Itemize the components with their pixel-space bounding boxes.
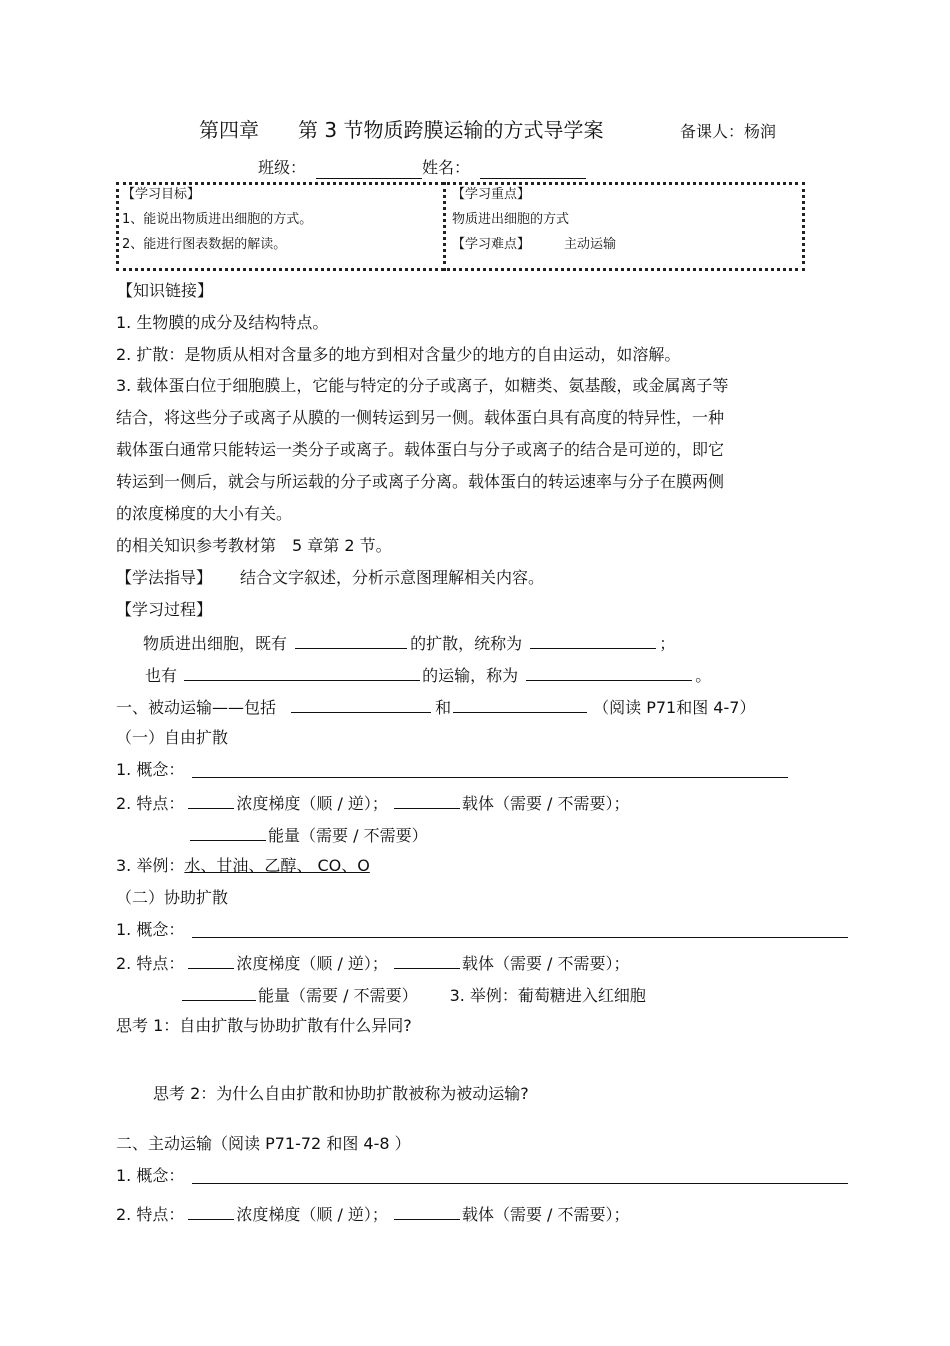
free-energy-line [190, 824, 428, 846]
knowledge-item-3-line: 的浓度梯度的大小有关。 [116, 504, 293, 523]
gradient-text: 浓度梯度（顺 / 逆）； [236, 794, 388, 813]
free-example-text: 水、甘油、乙醇、 CO、O [184, 856, 370, 875]
knowledge-title: 【知识链接】 [117, 281, 214, 300]
process-text: ； [659, 634, 676, 653]
process-text: 的扩散，统称为 [410, 634, 523, 653]
energy-text: 能量（需要 / 不需要） [258, 986, 418, 1005]
preparer: 备课人：杨润 [680, 122, 777, 141]
carrier-text: 载体（需要 / 不需要）； [461, 954, 630, 973]
example-label: 3. 举例： [116, 856, 185, 875]
process-line-2 [145, 664, 711, 686]
knowledge-item-3-line: 载体蛋白通常只能转运一类分子或离子。载体蛋白与分子或离子的结合是可逆的，即它 [116, 440, 725, 459]
answer-blank[interactable] [394, 1203, 460, 1220]
process-text: 的运输，称为 [422, 666, 519, 685]
name-blank[interactable] [480, 178, 586, 179]
active-heading: 二、主动运输（阅读 P71-72 和图 4-8 ） [116, 1134, 411, 1153]
section-title: 第 3 节物质跨膜运输的方式导学案 [298, 118, 604, 142]
objective-item: 1、能说出物质进出细胞的方式。 [122, 212, 313, 227]
free-diffusion-title: （一）自由扩散 [116, 728, 229, 747]
answer-blank[interactable] [530, 632, 656, 649]
feature-label: 2. 特点： [116, 794, 185, 813]
difficulty-text: 主动运输 [564, 237, 617, 252]
process-title: 【学习过程】 [116, 600, 213, 619]
answer-blank[interactable] [291, 696, 431, 713]
key-point-title: 【学习重点】 [452, 187, 531, 202]
assisted-diffusion-title: （二）协助扩散 [116, 888, 229, 907]
textbook-reference: 的相关知识参考教材第 5 章第 2 节。 [116, 536, 392, 555]
answer-blank[interactable] [188, 952, 234, 969]
active-feature-line [116, 1203, 630, 1225]
knowledge-item-1: 1. 生物膜的成分及结构特点。 [116, 313, 329, 332]
gradient-text: 浓度梯度（顺 / 逆）； [236, 954, 388, 973]
chapter-title: 第四章 [199, 118, 259, 142]
process-line-1 [143, 632, 675, 654]
objectives-title: 【学习目标】 [122, 187, 201, 202]
method-label: 【学法指导】 [116, 568, 213, 587]
assisted-concept-blank[interactable] [192, 937, 848, 938]
knowledge-item-3-line: 转运到一侧后，就会与所运载的分子或离子分离。载体蛋白的转运速率与分子在膜两侧 [116, 472, 725, 491]
method-text: 结合文字叙述，分析示意图理解相关内容。 [240, 568, 545, 587]
answer-blank[interactable] [190, 824, 266, 841]
answer-blank[interactable] [188, 1203, 234, 1220]
assisted-example: 3. 举例：葡萄糖进入红细胞 [449, 986, 646, 1005]
objective-item: 2、能进行图表数据的解读。 [122, 237, 287, 252]
assisted-feature-line [116, 952, 630, 974]
feature-label: 2. 特点： [116, 954, 185, 973]
passive-heading-text: 和 [435, 698, 452, 717]
think-question-2: 思考 2：为什么自由扩散和协助扩散被称为被动运输? [153, 1084, 529, 1103]
think-question-1: 思考 1：自由扩散与协助扩散有什么异同? [116, 1016, 412, 1035]
answer-blank[interactable] [188, 792, 234, 809]
answer-blank[interactable] [453, 696, 587, 713]
box-divider [443, 182, 446, 271]
answer-blank[interactable] [295, 632, 407, 649]
carrier-text: 载体（需要 / 不需要）； [461, 1205, 630, 1224]
key-point-text: 物质进出细胞的方式 [452, 212, 570, 227]
class-field-label: 班级： [258, 158, 307, 177]
class-blank[interactable] [316, 178, 422, 179]
answer-blank[interactable] [182, 984, 256, 1001]
assisted-concept-label: 1. 概念： [116, 920, 185, 939]
process-text: 也有 [145, 666, 178, 685]
free-example-line [116, 856, 370, 876]
knowledge-item-3-line: 3. 载体蛋白位于细胞膜上，它能与特定的分子或离子，如糖类、氨基酸，或金属离子等 [116, 376, 729, 395]
answer-blank[interactable] [526, 664, 692, 681]
active-concept-blank[interactable] [192, 1183, 848, 1184]
process-text: 。 [695, 666, 712, 685]
assisted-energy-line [182, 984, 646, 1006]
answer-blank[interactable] [394, 952, 460, 969]
active-concept-label: 1. 概念： [116, 1166, 185, 1185]
knowledge-item-2: 2. 扩散：是物质从相对含量多的地方到相对含量少的地方的自由运动，如溶解。 [116, 345, 681, 364]
gradient-text: 浓度梯度（顺 / 逆）； [236, 1205, 388, 1224]
free-concept-blank[interactable] [192, 777, 788, 778]
energy-text: 能量（需要 / 不需要） [268, 826, 428, 845]
feature-label: 2. 特点： [116, 1205, 185, 1224]
carrier-text: 载体（需要 / 不需要）； [461, 794, 630, 813]
passive-heading-text: （阅读 P71和图 4-7） [593, 698, 756, 717]
process-text: 物质进出细胞，既有 [143, 634, 288, 653]
free-concept-label: 1. 概念： [116, 760, 185, 779]
answer-blank[interactable] [394, 792, 460, 809]
name-field-label: 姓名： [422, 158, 471, 177]
knowledge-item-3-line: 结合，将这些分子或离子从膜的一侧转运到另一侧。载体蛋白具有高度的特异性，一种 [116, 408, 725, 427]
free-feature-line [116, 792, 630, 814]
passive-heading-text: 一、被动运输——包括 [116, 698, 277, 717]
difficulty-title: 【学习难点】 [452, 237, 531, 252]
answer-blank[interactable] [184, 664, 420, 681]
passive-heading [116, 696, 755, 718]
